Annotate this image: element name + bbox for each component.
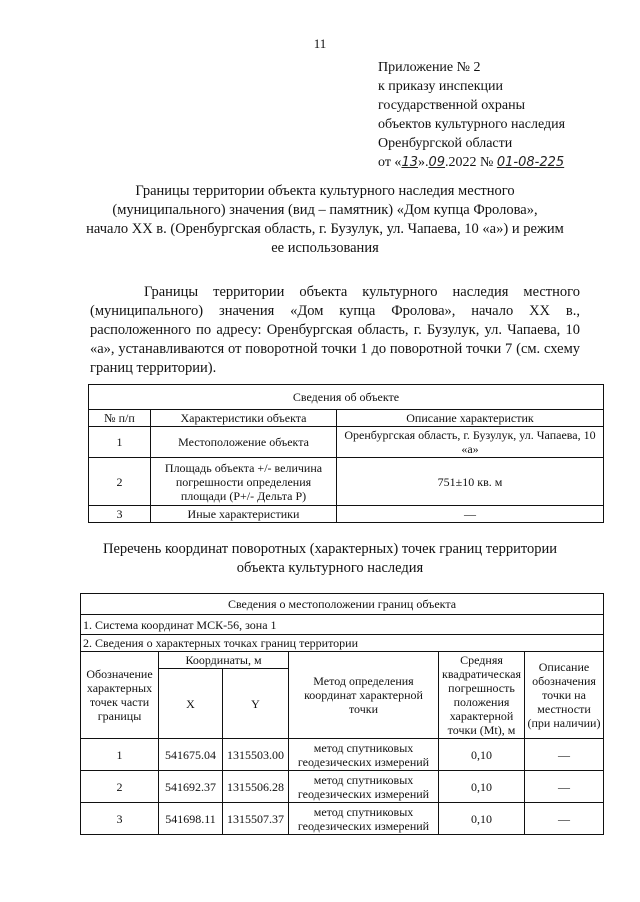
annex-block [378, 58, 628, 172]
table-row [81, 739, 604, 771]
point-number: 2 [81, 771, 159, 803]
annex-line: к приказу инспекции [378, 79, 504, 94]
document-title [80, 182, 570, 258]
title-line: ее использования [271, 240, 379, 256]
row-number: 1 [89, 427, 151, 458]
object-info-table [88, 384, 604, 523]
subtitle-line: объекта культурного наследия [236, 560, 424, 576]
boundary-paragraph: Границы территории объекта культурного наследия местного (муниципального) значения «Дом купца Фролова», начало XX в., расположенного по адресу: Оренбургская область, г. Бузулук, ул. Чапаева, 10 «а», устанавливаются от поворотной точки 1 до поворотной точки 7 (см. схему границ территории). [90, 284, 580, 376]
point-y: 1315503.00 [223, 739, 289, 771]
row-characteristic: Иные характеристики [151, 506, 337, 523]
header-method: Метод определения координат характерной точки [289, 652, 439, 739]
row-description: Оренбургская область, г. Бузулук, ул. Чапаева, 10 «а» [337, 427, 604, 458]
point-x: 541675.04 [159, 739, 223, 771]
header-y: Y [223, 669, 289, 739]
coords-table-caption: Сведения о местоположении границ объекта [81, 594, 604, 615]
header-designation: Обозначение характерных точек части границы [81, 652, 159, 739]
row-description: 751±10 кв. м [337, 458, 604, 506]
date-year: .2022 [445, 155, 477, 170]
point-number: 3 [81, 803, 159, 835]
header-coordinates: Координаты, м [159, 652, 289, 669]
point-error: 0,10 [439, 803, 525, 835]
header-number: № п/п [89, 410, 151, 427]
annex-line: государственной охраны [378, 98, 526, 113]
point-description: — [525, 739, 604, 771]
point-error: 0,10 [439, 739, 525, 771]
table-row [89, 506, 604, 523]
point-y: 1315507.37 [223, 803, 289, 835]
point-x: 541692.37 [159, 771, 223, 803]
title-line: Границы территории объекта культурного наследия местного [135, 183, 515, 199]
point-method: метод спутниковых геодезических измерений [289, 803, 439, 835]
object-table-caption: Сведения об объекте [89, 385, 604, 410]
date-sep: ». [417, 155, 429, 170]
header-description: Описание характеристик [337, 410, 604, 427]
annex-line: объектов культурного наследия [378, 117, 566, 132]
point-description: — [525, 803, 604, 835]
date-day: 13 [401, 155, 418, 170]
point-x: 541698.11 [159, 803, 223, 835]
header-error: Средняя квадратическая погрешность положения характерной точки (Mt), м [439, 652, 525, 739]
table-row [89, 427, 604, 458]
header-point-description: Описание обозначения точки на местности (при наличии) [525, 652, 604, 739]
coordinate-system: 1. Система координат МСК-56, зона 1 [81, 615, 604, 635]
point-description: — [525, 771, 604, 803]
subtitle-line: Перечень координат поворотных (характерных) точек границ территории [102, 541, 558, 557]
point-number: 1 [81, 739, 159, 771]
row-number: 2 [89, 458, 151, 506]
points-section: 2. Сведения о характерных точках границ территории [81, 635, 604, 652]
page-number: 11 [313, 36, 327, 51]
header-x: X [159, 669, 223, 739]
point-method: метод спутниковых геодезических измерений [289, 739, 439, 771]
row-characteristic: Площадь объекта +/- величина погрешности определения площади (P+/- Дельта P) [151, 458, 337, 506]
table-row [81, 803, 604, 835]
annex-date-line [378, 153, 628, 172]
title-line: (муниципального) значения (вид – памятник) «Дом купца Фролова», [112, 202, 538, 218]
row-characteristic: Местоположение объекта [151, 427, 337, 458]
order-number: 01-08-225 [496, 155, 565, 170]
number-prefix: № [476, 155, 497, 170]
coordinates-table [80, 593, 604, 835]
header-characteristic: Характеристики объекта [151, 410, 337, 427]
annex-line: Оренбургской области [378, 136, 513, 151]
coordinates-title [60, 540, 600, 578]
row-number: 3 [89, 506, 151, 523]
annex-line: Приложение № 2 [378, 60, 481, 75]
row-description: — [337, 506, 604, 523]
date-prefix: от « [378, 155, 402, 170]
table-row [81, 771, 604, 803]
point-y: 1315506.28 [223, 771, 289, 803]
table-row [89, 458, 604, 506]
title-line: начало XX в. (Оренбургская область, г. Бузулук, ул. Чапаева, 10 «а») и режим [86, 221, 564, 237]
date-month: 09 [428, 155, 446, 170]
point-error: 0,10 [439, 771, 525, 803]
point-method: метод спутниковых геодезических измерений [289, 771, 439, 803]
